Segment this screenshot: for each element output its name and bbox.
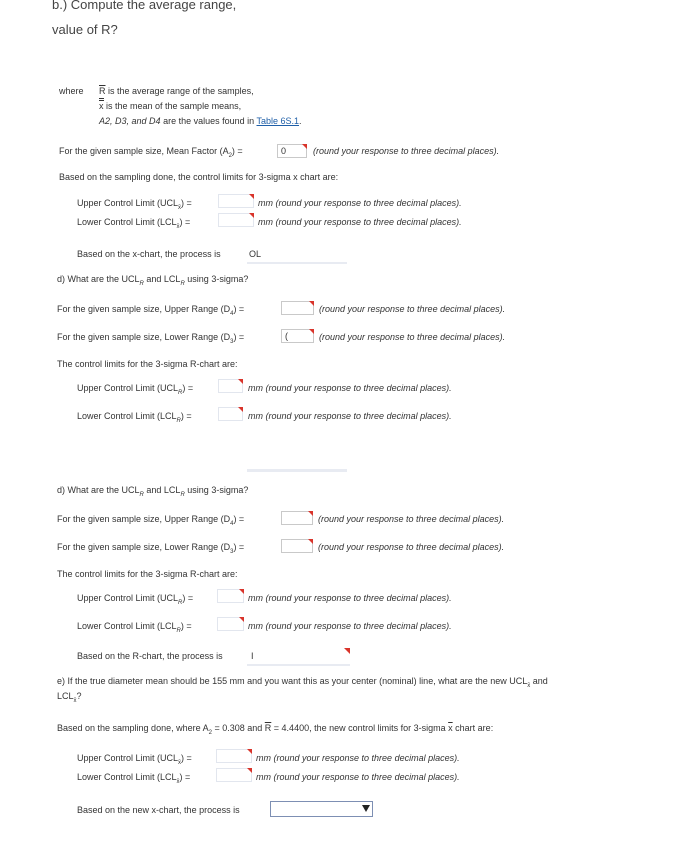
d2-ucl-label: Upper Control Limit $(UCL_R)$ = <box>77 593 194 606</box>
d1-d4-label: For the given sample size, Upper Range $(D_4)$ = <box>57 304 245 317</box>
e-ucl-label: Upper Control Limit $(UCL_{x̄})$ = <box>77 753 192 766</box>
question-e-line1: e) If the true diameter mean should be 155 mm and you want this as your center (nominal) line, what are the new $UCL_{x̄}$ and <box>57 676 548 689</box>
e-rbar-symbol: $\overline{R}$ <box>264 723 272 733</box>
e-process-label: Based on the new x-chart, the process is <box>77 805 240 815</box>
xbar-ucl-input[interactable] <box>218 194 254 208</box>
question-b-line1: b.) Compute the average range, <box>52 0 237 12</box>
d1-process-underline <box>247 469 347 472</box>
xdbar-symbol: x <box>99 98 104 111</box>
xbar-ucl-label: Upper Control Limit $(UCL_{x̄})$ = <box>77 198 192 211</box>
question-e-line2: $LCL_{x̄}$? <box>57 691 82 704</box>
d2-process-select[interactable] <box>247 646 350 666</box>
mean-factor-label: For the given sample size, Mean Factor $(A_2)$ = <box>59 146 243 159</box>
d2-lcl-hint: mm (round your response to three decimal places). <box>248 621 452 631</box>
d1-d3-label: For the given sample size, Lower Range $(D_3)$ = <box>57 332 245 345</box>
constants-line: A2, D3, and D4 are the values found in Table 6S.1. <box>99 116 302 126</box>
d2-range-intro: The control limits for the 3-sigma R-chart are: <box>57 569 238 579</box>
d2-ucl-hint: mm (round your response to three decimal places). <box>248 593 452 603</box>
rbar-line <box>99 86 254 96</box>
d2-d3-input[interactable] <box>281 539 313 553</box>
d1-lcl-input[interactable] <box>218 407 243 421</box>
xbar-lcl-label: Lower Control Limit $(LCL_{x̄})$ = <box>77 217 191 230</box>
question-d1-title: d) What are the $UCL_R$ and $LCL_R$ using 3-sigma? <box>57 274 249 287</box>
constants-desc: are the values found in <box>163 116 255 126</box>
d2-d4-label: For the given sample size, Upper Range $(D_4)$ = <box>57 514 245 527</box>
question-e-intro: Based on the sampling done, where $A_2 = 0.308$ and $\overline{R} = 4.4400$, the new control limits for 3-sigma $\overline{x}$ chart are: <box>57 723 494 736</box>
d1-ucl-hint: mm (round your response to three decimal places). <box>248 383 452 393</box>
e-process-select[interactable] <box>270 801 373 817</box>
d1-ucl-label: Upper Control Limit $(UCL_R)$ = <box>77 383 194 396</box>
d2-process-flag-icon <box>344 648 350 654</box>
xdbar-line <box>99 101 241 111</box>
question-d2-title: d) What are the $UCL_R$ and $LCL_R$ using 3-sigma? <box>57 485 249 498</box>
d1-d4-input[interactable] <box>281 301 314 315</box>
rbar-desc: is the average range of the samples, <box>108 86 254 96</box>
d2-ucl-input[interactable] <box>217 589 244 603</box>
xbar-process-value: OL <box>249 249 262 259</box>
xbar-process-select[interactable] <box>247 244 347 264</box>
e-ucl-hint: mm (round your response to three decimal places). <box>256 753 460 763</box>
d2-process-value: I <box>251 651 254 661</box>
xbar-lcl-hint: mm (round your response to three decimal places). <box>258 217 462 227</box>
question-b-line2: value of R? <box>52 22 118 37</box>
xbar-lcl-input[interactable] <box>218 213 254 227</box>
e-lcl-label: Lower Control Limit $(LCL_{x̄})$ = <box>77 772 191 785</box>
d2-d3-hint: (round your response to three decimal places). <box>318 542 505 552</box>
d1-d3-hint: (round your response to three decimal places). <box>319 332 506 342</box>
d1-range-intro: The control limits for the 3-sigma R-chart are: <box>57 359 238 369</box>
d2-lcl-input[interactable] <box>217 617 244 631</box>
d1-lcl-label: Lower Control Limit $(LCL_R)$ = <box>77 411 192 424</box>
table-link[interactable]: Table 6S.1 <box>256 116 300 126</box>
where-label: where <box>59 86 84 96</box>
xbar-ucl-hint: mm (round your response to three decimal places). <box>258 198 462 208</box>
d2-lcl-label: Lower Control Limit $(LCL_R)$ = <box>77 621 192 634</box>
d2-d4-input[interactable] <box>281 511 313 525</box>
d2-process-label: Based on the R-chart, the process is <box>77 651 223 661</box>
d1-d3-input[interactable]: ( <box>281 329 314 343</box>
e-ucl-input[interactable] <box>216 749 252 763</box>
chevron-down-icon <box>362 805 370 812</box>
e-lcl-input[interactable] <box>216 768 252 782</box>
d2-d4-hint: (round your response to three decimal places). <box>318 514 505 524</box>
xbar-process-label: Based on the x-chart, the process is <box>77 249 221 259</box>
xbar-limits-intro: Based on the sampling done, the control limits for 3-sigma x chart are: <box>59 172 339 182</box>
mean-factor-input[interactable]: 0 <box>277 144 307 158</box>
mean-factor-hint: (round your response to three decimal places). <box>313 146 500 156</box>
e-lcl-hint: mm (round your response to three decimal places). <box>256 772 460 782</box>
d1-d4-hint: (round your response to three decimal places). <box>319 304 506 314</box>
d1-ucl-input[interactable] <box>218 379 243 393</box>
d1-lcl-hint: mm (round your response to three decimal places). <box>248 411 452 421</box>
constants-symbols: A2, D3, and D4 <box>99 116 161 126</box>
d2-d3-label: For the given sample size, Lower Range $(D_3)$ = <box>57 542 245 555</box>
xdbar-desc: is the mean of the sample means, <box>106 101 242 111</box>
rbar-symbol: $\overline{R}$ <box>99 86 106 96</box>
